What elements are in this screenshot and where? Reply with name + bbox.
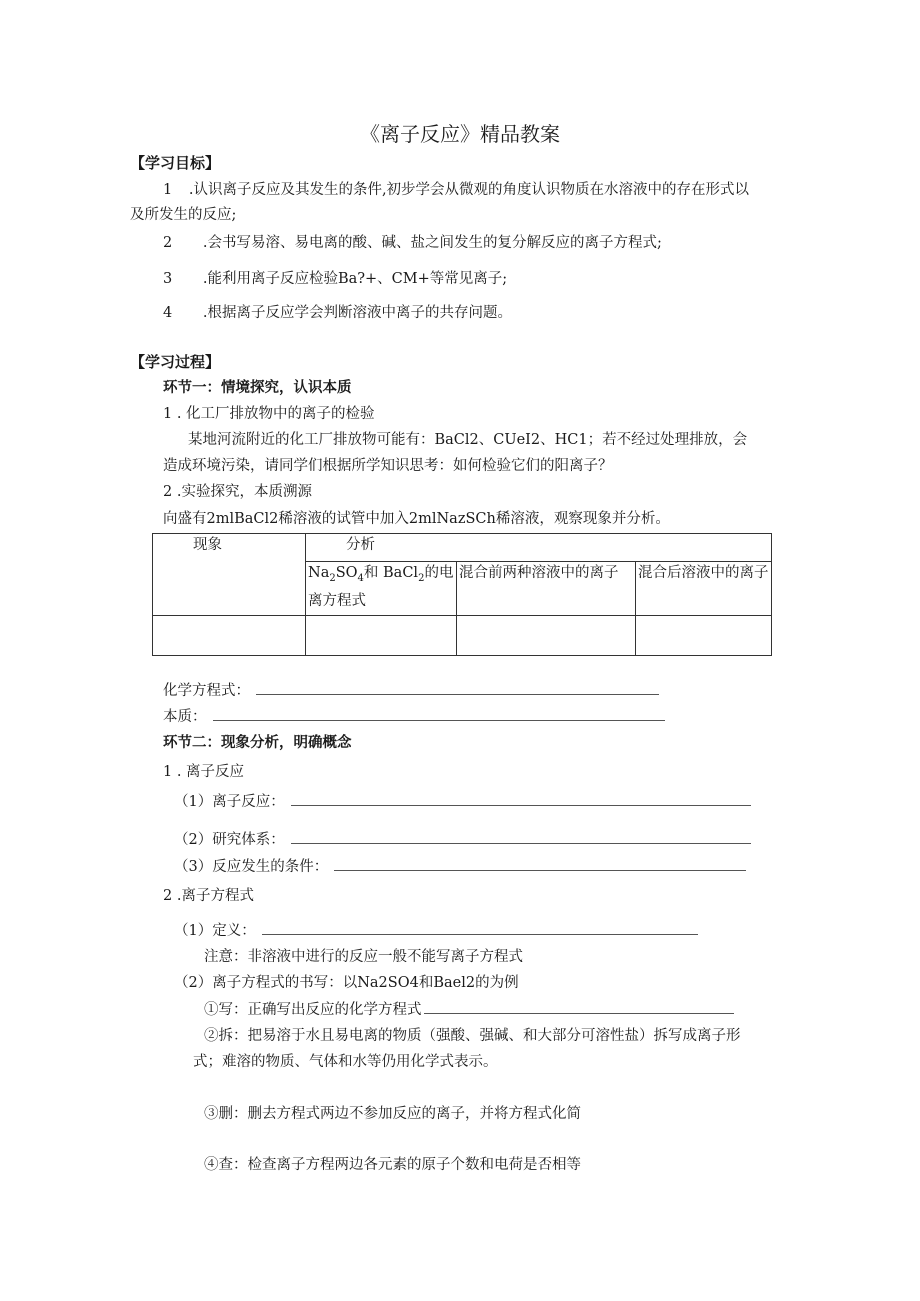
chem-equation-label: 化学方程式： <box>163 683 250 699</box>
goal-item-3 <box>163 268 507 290</box>
answer-blank <box>291 829 751 844</box>
section-1-body-line2: 造成环境污染，请同学们根据所学知识思考：如何检验它们的阳离子？ <box>163 458 613 474</box>
table-sub-ionization-equation: $Na_2SO_4$和 BaCl$_2$的电离方程式 <box>306 562 457 616</box>
step-split-line2: 式；难溶的物质、气体和水等仍用化学式表示。 <box>193 1054 498 1070</box>
goal-item-1 <box>163 179 749 201</box>
answer-blank <box>424 999 734 1014</box>
goal-item-4 <box>163 302 512 324</box>
goal-text: .认识离子反应及其发生的条件,初步学会从微观的角度认识物质在水溶液中的存在形式以 <box>188 182 750 198</box>
definition-line: （1）定义： <box>174 920 698 942</box>
section-1-item-1: 1 . 化工厂排放物中的离子的检验 <box>163 406 375 422</box>
section-2-item-1: 1 . 离子反应 <box>163 764 245 780</box>
answer-blank <box>262 920 698 935</box>
goal-text: .会书写易溶、易电离的酸、碱、盐之间发生的复分解反应的离子方程式; <box>202 235 662 251</box>
goal-number: 4 <box>163 305 173 321</box>
goal-text: .根据离子反应学会判断溶液中离子的共存问题。 <box>202 305 512 321</box>
essence-line <box>163 706 665 728</box>
table-cell-empty <box>306 616 457 656</box>
essence-label: 本质： <box>163 709 207 725</box>
analysis-table <box>152 533 772 656</box>
step-write-line: ①写：正确写出反应的化学方程式 <box>204 999 734 1021</box>
table-cell-empty <box>636 616 772 656</box>
goal-number: 3 <box>163 271 173 287</box>
reaction-condition-line: （3）反应发生的条件： <box>174 856 746 878</box>
page-title: 《离子反应》精品教案 <box>360 122 560 146</box>
section-1-item-2: 2 .实验探究，本质溯源 <box>163 484 312 500</box>
goal-item-1-cont: 及所发生的反应; <box>130 207 237 223</box>
section-2-item-2: 2 .离子方程式 <box>163 888 254 904</box>
goal-number: 1 <box>163 182 173 198</box>
answer-blank <box>291 791 751 806</box>
section-1-item-2-body: 向盛有2mlBaCl2稀溶液的试管中加入2mlNazSCh稀溶液，观察现象并分析。 <box>163 511 670 527</box>
answer-blank <box>213 706 665 721</box>
section-2-title: 环节二：现象分析，明确概念 <box>163 734 352 751</box>
note-text: 注意：非溶液中进行的反应一般不能写离子方程式 <box>204 949 523 965</box>
goal-item-2 <box>163 232 662 254</box>
answer-blank <box>256 680 659 695</box>
section-1-title: 环节一：情境探究，认识本质 <box>163 379 352 396</box>
writing-method-text: （2）离子方程式的书写：以Na2SO4和Bael2的为例 <box>174 975 519 991</box>
step-check: ④查：检查离子方程两边各元素的原子个数和电荷是否相等 <box>204 1157 581 1173</box>
goal-number: 2 <box>163 235 173 251</box>
table-cell-empty <box>153 616 306 656</box>
step-split-line1: ②拆：把易溶于水且易电离的物质（强酸、强碱、和大部分可溶性盐）拆写成离子形 <box>204 1028 741 1044</box>
ionic-reaction-line: （1）离子反应： <box>174 791 751 813</box>
table-header-phenomenon: 现象 <box>153 534 306 616</box>
table-sub-ions-after: 混合后溶液中的离子 <box>636 562 772 616</box>
table-sub-ions-before: 混合前两种溶液中的离子 <box>457 562 636 616</box>
table-header-analysis: 分析 <box>306 534 772 562</box>
chem-equation-line <box>163 680 659 702</box>
table-cell-empty <box>457 616 636 656</box>
research-system-line: （2）研究体系： <box>174 829 751 851</box>
goals-heading: 【学习目标】 <box>130 154 221 172</box>
step-delete: ③删：删去方程式两边不参加反应的离子，并将方程式化简 <box>204 1106 581 1122</box>
process-heading: 【学习过程】 <box>130 353 221 371</box>
section-1-body-line1: 某地河流附近的化工厂排放物可能有：BaCl2、CUeI2、HC1；若不经过处理排放，会 <box>188 432 748 448</box>
answer-blank <box>334 856 746 871</box>
goal-text: .能利用离子反应检验Ba?+、CM+等常见离子; <box>202 271 508 287</box>
